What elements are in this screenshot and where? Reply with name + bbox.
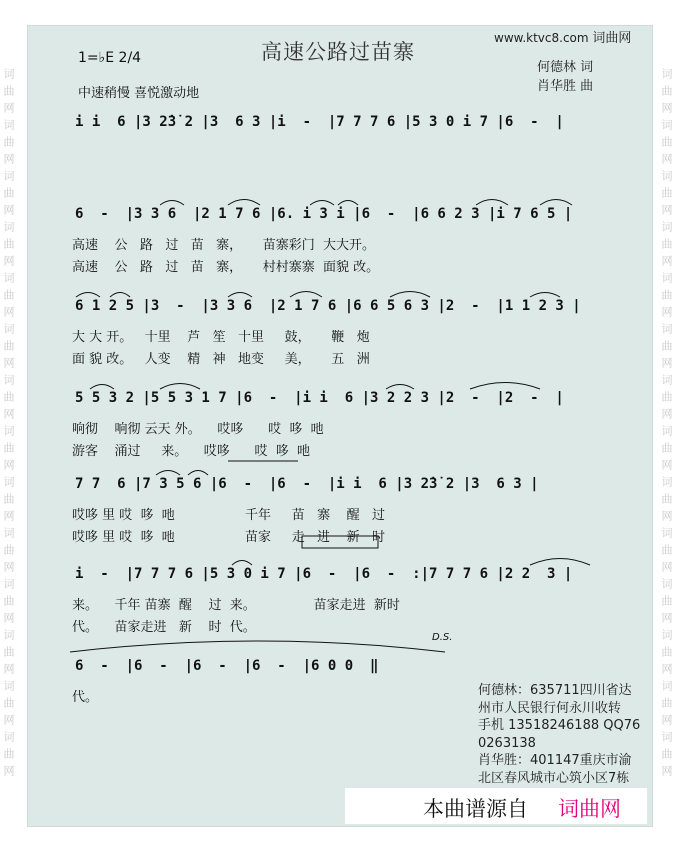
watermark-right: 词曲网词曲网词曲网词曲网词曲网词曲网词曲网词曲网词曲网词曲网词曲网词曲网词曲网词曲网: [660, 68, 673, 782]
lyric-line: 代。: [72, 690, 99, 705]
tempo-marking: 中速稍慢 喜悦激动地: [78, 86, 200, 101]
notation-row: 7 7 6 |7 3 5 6 |6 - |6 - |i i 6 |3 2̇3̇ 2 |3 6 3 |: [75, 476, 539, 492]
source-banner[interactable]: [345, 788, 647, 824]
notation-row: i - |7 7 7 6 |5 3 0 i 7 |6 - |6 - :|7 7 7 6 |2 2 3 |: [75, 566, 573, 582]
source-site-link[interactable]: 词曲网: [558, 797, 621, 821]
lyric-line: 面 貌 改。 人变 精 神 地变 美， 五 洲: [72, 352, 370, 367]
lyric-line: 大 大 开。 十里 芦 笙 十里 鼓， 鞭 炮: [72, 330, 370, 345]
lyric-line: 哎哆 里 哎 哆 吔 千年 苗 寨 醒 过: [72, 508, 386, 523]
key-signature: 1=♭E 2/4: [78, 50, 142, 66]
notation-row: 6 1 2 5 |3 - |3 3 6 |2 1 7 6 |6 6 5 6 3 |2 - |1 1 2 3 |: [75, 298, 581, 314]
lyric-line: 来。 千年 苗寨 醒 过 来。 苗家走进 新时: [72, 598, 400, 613]
site-url[interactable]: www.ktvc8.com: [494, 31, 589, 45]
composer-credit: 肖华胜 曲: [537, 79, 594, 94]
lyric-line: 代。 苗家走进 新 时 代。: [72, 620, 256, 635]
notation-row: 6 - |3 3 6 |2 1 7 6 |6. i 3 i |6 - |6 6 2 3 |i 7 6 5 |: [75, 206, 573, 222]
lyric-line: 游客 涌过 来。 哎哆 哎 哆 吔: [72, 444, 311, 459]
source-label: 本曲谱源自: [423, 797, 528, 821]
notation-row: i i 6 |3 2̇3̇ 2 |3 6 3 |i - |7 7 7 6 |5 3 0 i 7 |6 - |: [75, 114, 564, 130]
notation-row: 6 - |6 - |6 - |6 - |6 0 0 ‖: [75, 658, 379, 674]
song-title: 高速公路过苗寨: [261, 40, 415, 64]
lyric-line: 高速 公 路 过 苗 寨， 村村寨寨 面貌 改。: [72, 260, 380, 275]
lyric-line: 响彻 响彻 云天 外。 哎哆 哎 哆 吔: [72, 422, 324, 437]
lyricist-credit: 何德林 词: [537, 60, 594, 75]
site-name[interactable]: 词曲网: [592, 31, 632, 46]
lyric-line: 高速 公 路 过 苗 寨， 苗寨彩门 大大开。: [72, 238, 376, 253]
contact-info: 何德林：635711四川省达 州市人民银行何永川收转 手机 13518246188 QQ76 0263138 肖华胜：401147重庆市渝 北区春风城市心筑小区7栋: [478, 683, 641, 786]
watermark-left: 词曲网词曲网词曲网词曲网词曲网词曲网词曲网词曲网词曲网词曲网词曲网词曲网词曲网词曲网: [2, 68, 15, 782]
ds-marking: D.S.: [432, 632, 453, 643]
lyric-line: 哎哆 里 哎 哆 吔 苗家 走 进 新 时: [72, 530, 386, 545]
notation-row: 5 5 3 2 |5 5 3 1 7 |6 - |i i 6 |3 2 2 3 |2 - |2 - |: [75, 390, 564, 406]
